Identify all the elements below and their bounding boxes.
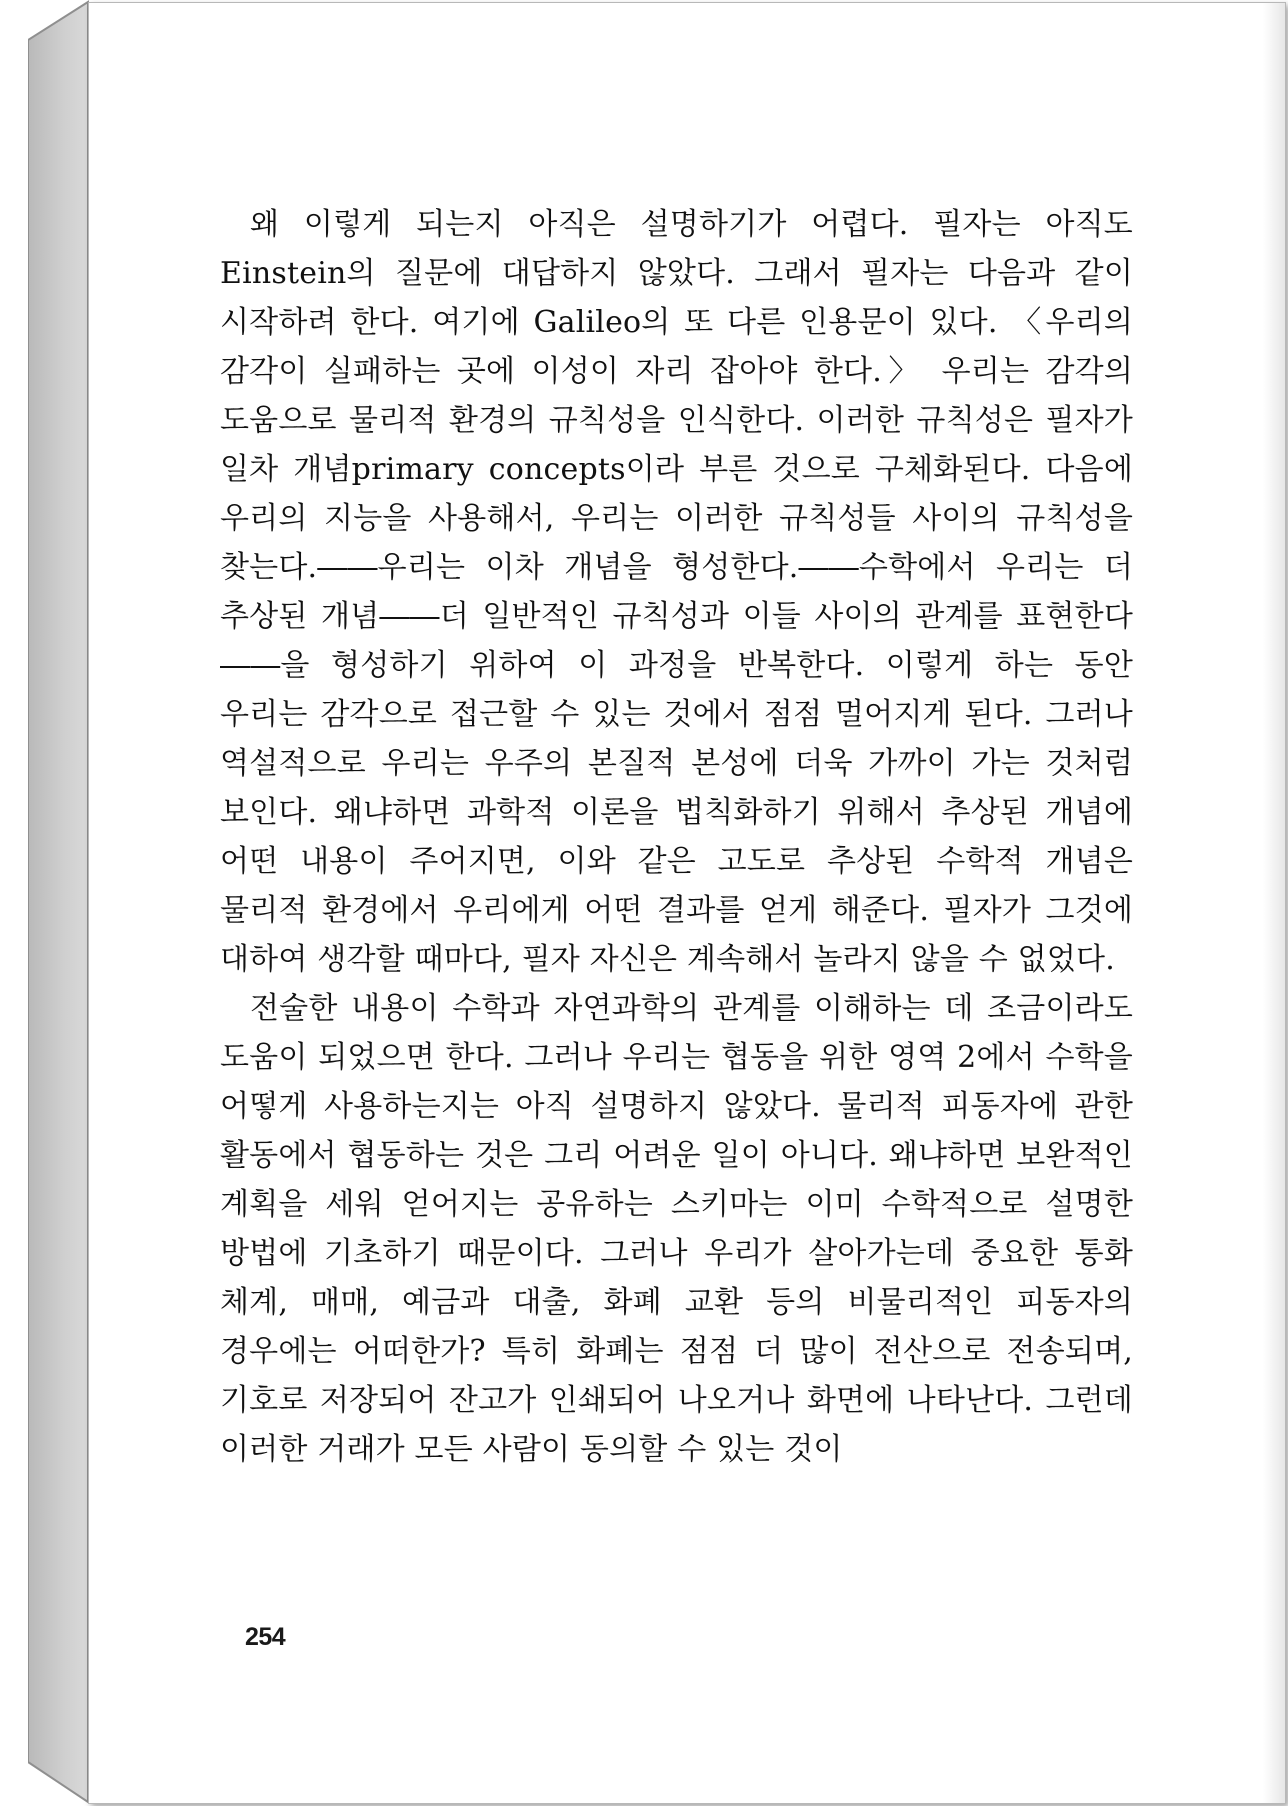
paragraph-2: 전술한 내용이 수학과 자연과학의 관계를 이해하는 데 조금이라도 도움이 되었으면 한다. 그러나 우리는 협동을 위한 영역 2에서 수학을 어떻게 사용하는지는 아직 설명하지 않았다. 물리적 피동자에 관한 활동에서 협동하는 것은 그리 어려운 일이 아니다. 왜냐하면 보완적인 계획을 세워 얻어지는 공유하는 스키마는 이미 수학적으로 설명한 방법에 기초하기 때문이다. 그러나 우리가 살아가는데 중요한 통화 체계, 매매, 예금과 대출, 화폐 교환 등의 비물리적인 피동자의 경우에는 어떠한가? 특히 화폐는 점점 더 많이 전산으로 전송되며, 기호로 저장되어 잔고가 인쇄되어 나오거나 화면에 나타난다. 그런데 이러한 거래가 모든 사람이 동의할 수 있는 것이: [220, 991, 1133, 1467]
paragraph-1: 왜 이렇게 되는지 아직은 설명하기가 어렵다. 필자는 아직도 Einstein의 질문에 대답하지 않았다. 그래서 필자는 다음과 같이 시작하려 한다. 여기에 Galileo의 또 다른 인용문이 있다. 〈우리의 감각이 실패하는 곳에 이성이 자리 잡아야 한다.〉 우리는 감각의 도움으로 물리적 환경의 규칙성을 인식한다. 이러한 규칙성은 필자가 일차 개념primary concepts이라 부른 것으로 구체화된다. 다음에 우리의 지능을 사용해서, 우리는 이러한 규칙성들 사이의 규칙성을 찾는다.――우리는 이차 개념을 형성한다.――수학에서 우리는 더 추상된 개념――더 일반적인 규칙성과 이들 사이의 관계를 표현한다――을 형성하기 위하여 이 과정을 반복한다. 이렇게 하는 동안 우리는 감각으로 접근할 수 있는 것에서 점점 멀어지게 된다. 그러나 역설적으로 우리는 우주의 본질적 본성에 더욱 가까이 가는 것처럼 보인다. 왜냐하면 과학적 이론을 법칙화하기 위해서 추상된 개념에 어떤 내용이 주어지면, 이와 같은 고도로 추상된 수학적 개념은 물리적 환경에서 우리에게 어떤 결과를 얻게 해준다. 필자가 그것에 대하여 생각할 때마다, 필자 자신은 계속해서 놀라지 않을 수 없었다.: [220, 207, 1133, 977]
body-text: [220, 200, 1133, 1474]
page-edge-shadow: [1263, 3, 1285, 1803]
page-number: 254: [245, 1623, 286, 1651]
